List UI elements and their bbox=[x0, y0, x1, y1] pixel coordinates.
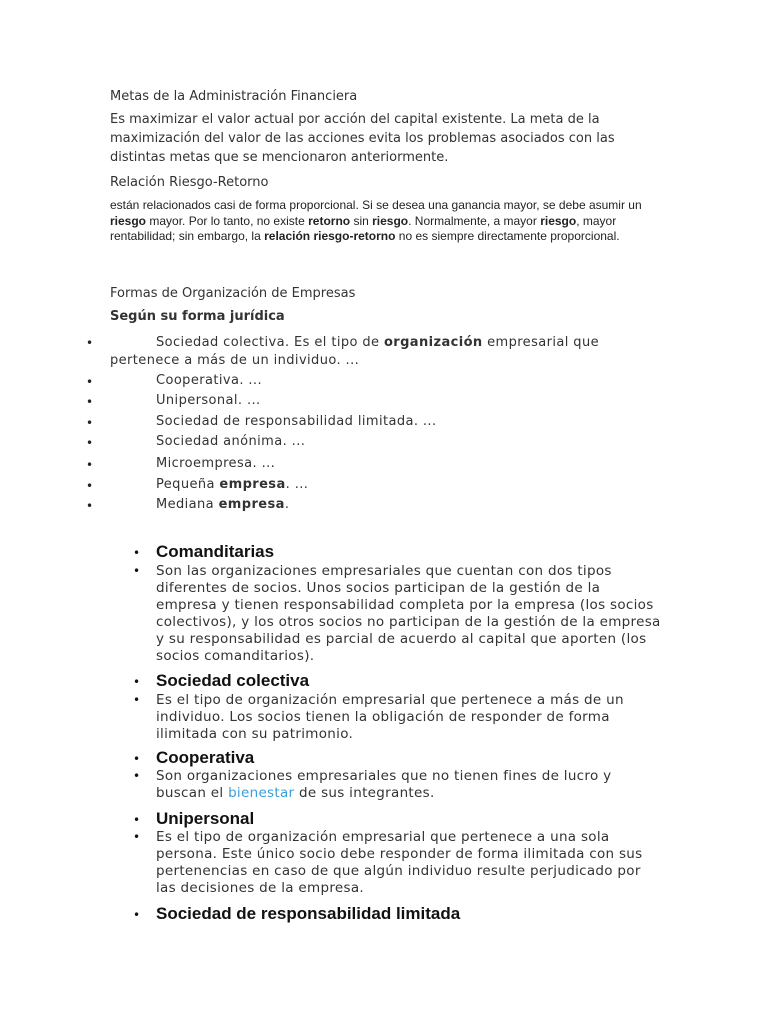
section-body-metas: Es maximizar el valor actual por acción del capital existente. La meta de la maximización del valor de las acciones evita los problemas asociados con las distintas metas que se mencionaron anteriormente. bbox=[110, 112, 615, 165]
bold-text: relación riesgo-retorno bbox=[264, 229, 396, 243]
bullet-icon: • bbox=[133, 908, 141, 922]
text-run: . Normalmente, a mayor bbox=[408, 213, 541, 228]
bullet-icon: • bbox=[86, 375, 94, 389]
section-subtitle-forma-juridica: Según su forma jurídica bbox=[110, 309, 285, 324]
text-run: sin bbox=[350, 213, 373, 228]
section-body-riesgo-retorno bbox=[110, 198, 655, 245]
type-title: Unipersonal bbox=[156, 809, 255, 828]
bullet-icon: • bbox=[86, 479, 94, 493]
bullet-icon: • bbox=[133, 564, 141, 578]
text-run: Mediana bbox=[156, 497, 219, 512]
text-run: Sociedad de responsabilidad limitada. ... bbox=[156, 414, 437, 429]
bullet-icon: • bbox=[133, 813, 141, 827]
bold-text: empresa bbox=[219, 477, 286, 492]
section-title-formas: Formas de Organización de Empresas bbox=[110, 286, 356, 301]
text-run: Son las organizaciones empresariales que cuentan con dos tipos diferentes de socios. Unos socios participan de la gestión de la empresa y tienen responsabilidad completa por la empresa (los socios colectivos), y los otros socios no participan de la gestión de la empresa y su responsabilidad es parcial de acuerdo al capital que aporten (los socios comanditarios). bbox=[156, 563, 661, 664]
bullet-icon: • bbox=[86, 416, 94, 430]
bullet-icon: • bbox=[133, 546, 141, 560]
bold-text: riesgo bbox=[110, 213, 147, 228]
text-run: Microempresa. ... bbox=[156, 456, 276, 471]
list-item-text bbox=[156, 477, 308, 492]
list-item-text bbox=[110, 334, 610, 370]
list-item-text bbox=[156, 434, 305, 449]
type-title: Comanditarias bbox=[156, 542, 275, 561]
bullet-icon: • bbox=[133, 693, 141, 707]
list-item-text bbox=[156, 373, 262, 388]
bullet-icon: • bbox=[86, 436, 94, 450]
text-run: Unipersonal. ... bbox=[156, 393, 261, 408]
bullet-icon: • bbox=[86, 336, 94, 350]
bullet-icon: • bbox=[86, 499, 94, 513]
text-run: Es el tipo de organización empresarial que pertenece a una sola persona. Este único socio debe responder de forma ilimitada con sus pertenencias en caso de que algún individuo resulte perjudicado por las decisiones de la empresa. bbox=[156, 829, 643, 896]
text-run: Cooperativa. ... bbox=[156, 373, 262, 388]
bold-text: empresa bbox=[218, 497, 285, 512]
bold-text: riesgo bbox=[372, 213, 409, 228]
bullet-icon: • bbox=[86, 395, 94, 409]
type-title: Cooperativa bbox=[156, 748, 255, 767]
bold-text: retorno bbox=[308, 213, 351, 228]
type-description bbox=[156, 692, 661, 743]
type-description bbox=[156, 768, 661, 802]
bullet-icon: • bbox=[133, 830, 141, 844]
type-title: Sociedad colectiva bbox=[156, 671, 310, 690]
text-run: mayor. Por lo tanto, no existe bbox=[146, 213, 309, 228]
text-run: Sociedad anónima. ... bbox=[156, 434, 306, 449]
text-run: Sociedad colectiva. Es el tipo de bbox=[156, 335, 384, 350]
text-run: están relacionados casi de forma proporcional. Si se desea una ganancia mayor, se debe asumir un bbox=[110, 198, 642, 212]
bullet-icon: • bbox=[133, 752, 141, 766]
text-run: no es siempre directamente proporcional. bbox=[395, 229, 620, 243]
type-description bbox=[156, 829, 661, 897]
bold-text: organización bbox=[383, 335, 483, 350]
text-run: Pequeña bbox=[156, 477, 220, 492]
link-bienestar[interactable]: bienestar bbox=[228, 785, 295, 801]
type-title: Sociedad de responsabilidad limitada bbox=[156, 904, 461, 923]
list-item-text bbox=[156, 456, 275, 471]
bullet-icon: • bbox=[133, 769, 141, 783]
list-item-text bbox=[156, 497, 289, 512]
section-title-riesgo-retorno: Relación Riesgo-Retorno bbox=[110, 175, 269, 190]
text-run: empresarial que pertenece a más de un individuo. ... bbox=[110, 335, 599, 368]
list-item-text bbox=[156, 414, 437, 429]
bullet-icon: • bbox=[86, 458, 94, 472]
text-run: . bbox=[284, 497, 290, 512]
text-run: , mayor rentabilidad; sin embargo, la bbox=[110, 213, 617, 243]
text-run: Son organizaciones empresariales que no tienen fines de lucro y buscan el bbox=[156, 768, 612, 801]
list-item-text bbox=[156, 393, 261, 408]
bullet-icon: • bbox=[133, 675, 141, 689]
type-description bbox=[156, 563, 661, 665]
text-run: . ... bbox=[285, 477, 309, 492]
text-run: Es el tipo de organización empresarial que pertenece a más de un individuo. Los socios tienen la obligación de responder de forma ilimitada con su patrimonio. bbox=[156, 692, 624, 742]
text-run: de sus integrantes. bbox=[294, 785, 435, 801]
section-title-metas: Metas de la Administración Financiera bbox=[110, 89, 358, 104]
bold-text: riesgo bbox=[540, 213, 577, 228]
